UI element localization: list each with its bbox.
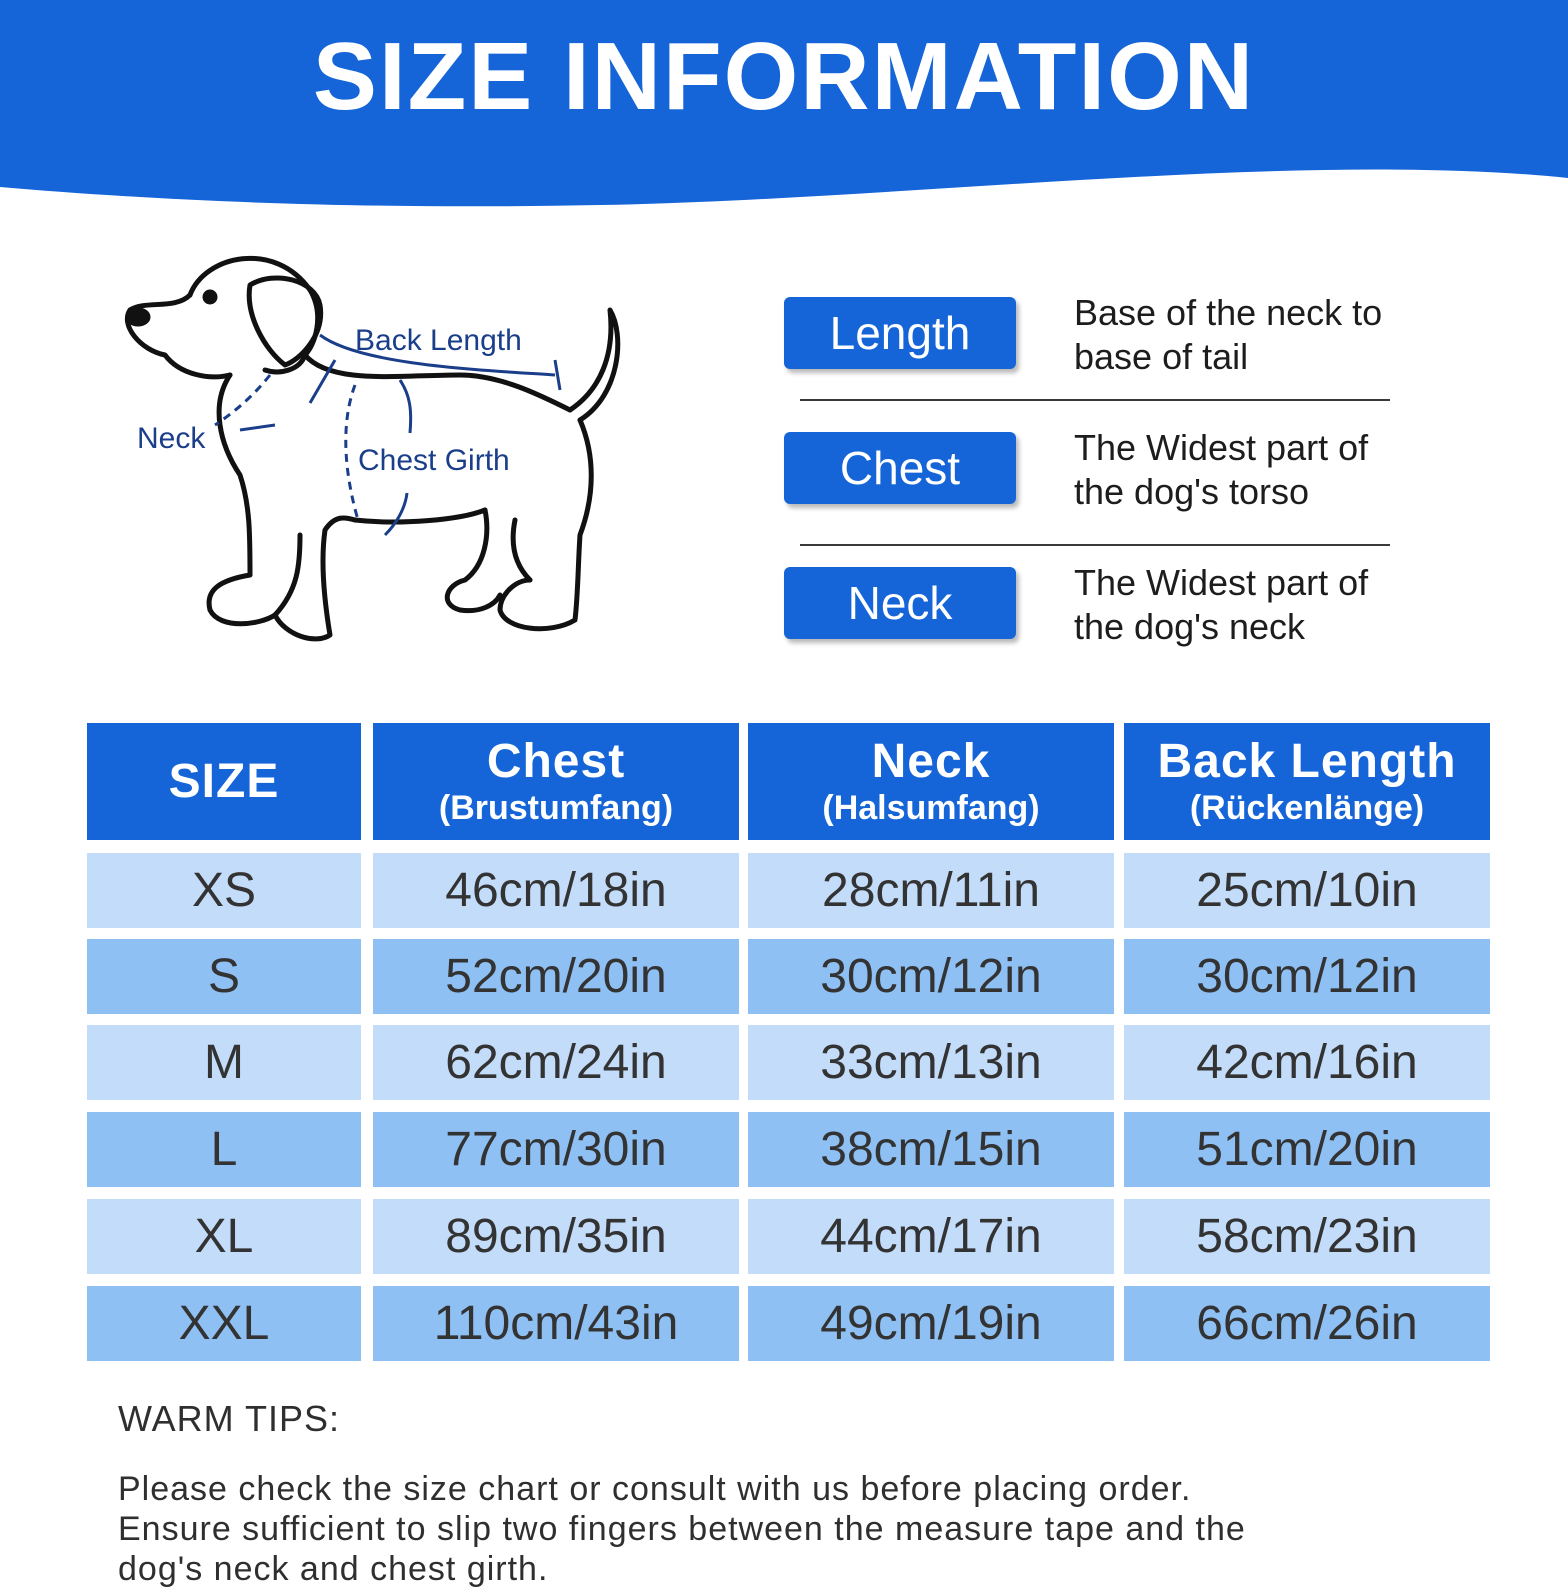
length-desc-line2: base of tail xyxy=(1074,336,1249,377)
back-length-cell: 66cm/26in xyxy=(1124,1286,1490,1361)
tips-line: dog's neck and chest girth. xyxy=(118,1550,549,1588)
size-cell: L xyxy=(87,1112,361,1187)
size-cell: XS xyxy=(87,853,361,928)
chest-desc-line1: The Widest part of xyxy=(1074,427,1369,468)
header-size xyxy=(87,723,361,840)
size-cell: XL xyxy=(87,1199,361,1274)
neck-cell: 28cm/11in xyxy=(748,853,1114,928)
header-chest-label: Chest xyxy=(486,734,626,788)
size-chart-table xyxy=(87,723,1490,1363)
tips-body xyxy=(118,1469,1518,1589)
chest-cell: 52cm/20in xyxy=(373,939,739,1014)
chest-dashed-line xyxy=(346,385,358,520)
table-row xyxy=(87,1112,1490,1187)
neck-cell: 44cm/17in xyxy=(748,1199,1114,1274)
tips-line: Ensure sufficient to slip two fingers between the measure tape and the xyxy=(118,1510,1246,1548)
chest-desc-line2: the dog's torso xyxy=(1074,471,1310,512)
back-length-end-tick xyxy=(555,360,560,390)
back-length-cell: 42cm/16in xyxy=(1124,1025,1490,1100)
measurement-marks xyxy=(215,335,560,535)
chest-cell: 89cm/35in xyxy=(373,1199,739,1274)
table-row xyxy=(87,853,1490,928)
legend-chest xyxy=(784,427,1424,512)
header-chest-sublabel: (Brustumfang) xyxy=(438,788,674,827)
header-back-length-sublabel: (Rückenlänge) xyxy=(1189,788,1425,827)
neck-desc-line2: the dog's neck xyxy=(1074,606,1306,647)
tips-heading: WARM TIPS: xyxy=(118,1398,341,1439)
chest-cell: 46cm/18in xyxy=(373,853,739,928)
header-size-label: SIZE xyxy=(168,754,280,808)
neck-badge: Neck xyxy=(784,567,1016,639)
back-length-cell: 58cm/23in xyxy=(1124,1199,1490,1274)
neck-cell: 38cm/15in xyxy=(748,1112,1114,1187)
table-row xyxy=(87,1199,1490,1274)
tips-line: Please check the size chart or consult with us before placing order. xyxy=(118,1470,1192,1508)
table-row xyxy=(87,939,1490,1014)
chest-arrow-down xyxy=(400,380,411,433)
back-length-cell: 30cm/12in xyxy=(1124,939,1490,1014)
header-back-length-label: Back Length xyxy=(1157,734,1457,788)
size-cell: S xyxy=(87,939,361,1014)
table-row xyxy=(87,1286,1490,1361)
neck-arrow xyxy=(240,425,275,430)
header-back-length xyxy=(1124,723,1490,840)
table-row xyxy=(87,1025,1490,1100)
page-title: SIZE INFORMATION xyxy=(312,23,1256,130)
back-length-cell: 51cm/20in xyxy=(1124,1112,1490,1187)
legend-length xyxy=(784,292,1424,377)
back-length-cell: 25cm/10in xyxy=(1124,853,1490,928)
header-neck-label: Neck xyxy=(871,734,991,788)
dog-measurement-diagram xyxy=(100,235,660,665)
neck-cell: 33cm/13in xyxy=(748,1025,1114,1100)
size-cell: M xyxy=(87,1025,361,1100)
legend-divider xyxy=(800,544,1390,546)
chest-arrow-up xyxy=(385,493,407,535)
chest-cell: 77cm/30in xyxy=(373,1112,739,1187)
warm-tips xyxy=(118,1397,1518,1589)
chest-girth-label: Chest Girth xyxy=(358,444,510,477)
legend-neck xyxy=(784,562,1424,647)
neck-cell: 30cm/12in xyxy=(748,939,1114,1014)
header-banner xyxy=(0,0,1568,215)
length-badge: Length xyxy=(784,297,1016,369)
size-cell: XXL xyxy=(87,1286,361,1361)
header-neck xyxy=(748,723,1114,840)
chest-cell: 110cm/43in xyxy=(373,1286,739,1361)
neck-cell: 49cm/19in xyxy=(748,1286,1114,1361)
header-neck-sublabel: (Halsumfang) xyxy=(822,788,1040,827)
header-chest xyxy=(373,723,739,840)
legend-divider xyxy=(800,399,1390,401)
chest-cell: 62cm/24in xyxy=(373,1025,739,1100)
neck-label: Neck xyxy=(137,422,206,455)
length-description xyxy=(1074,291,1434,379)
neck-desc-line1: The Widest part of xyxy=(1074,562,1369,603)
neck-description xyxy=(1074,561,1434,649)
chest-badge: Chest xyxy=(784,432,1016,504)
back-length-label: Back Length xyxy=(355,324,522,357)
chest-description xyxy=(1074,426,1434,514)
length-desc-line1: Base of the neck to xyxy=(1074,292,1383,333)
